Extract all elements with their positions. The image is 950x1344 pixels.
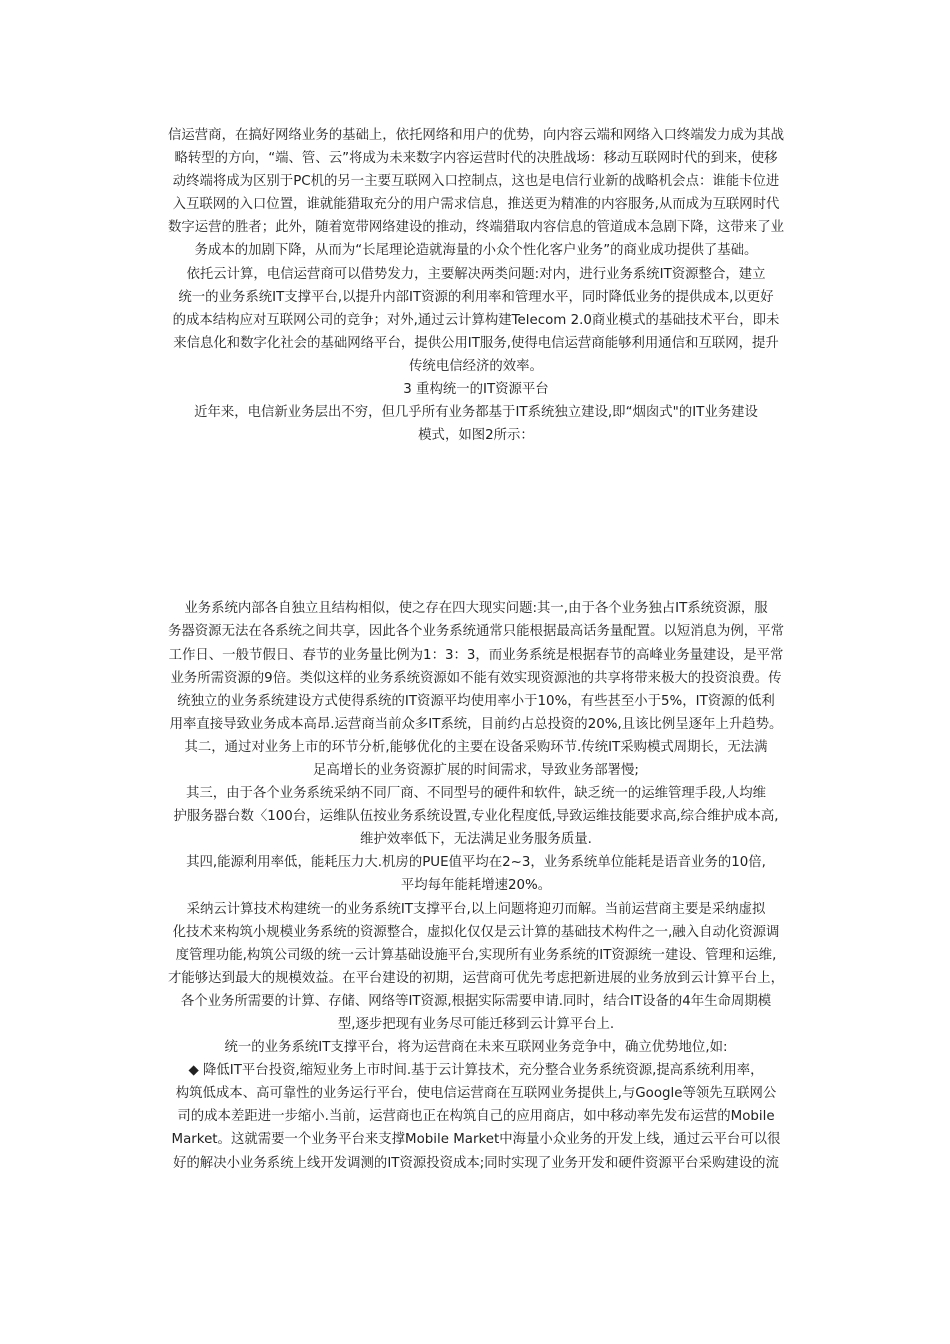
paragraph-line: 各个业务所需要的计算、存储、网络等IT资源,根据实际需要申请.同时，结合IT设备的4年生命周期模 <box>180 993 772 1009</box>
section-heading: 3 重构统一的IT资源平台 <box>403 382 549 398</box>
paragraph-line: 动终端将成为区别于PC机的另一主要互联网入口控制点，这也是电信行业新的战略机会点：谁能卡位进 <box>172 174 780 190</box>
bullet-line: ◆ 降低IT平台投资,缩短业务上市时间.基于云计算技术，充分整合业务系统资源,提高系统利用率， <box>188 1063 764 1079</box>
paragraph-line: 足高增长的业务资源扩展的时间需求，导致业务部署慢; <box>313 762 639 778</box>
paragraph-line: 其二，通过对业务上市的环节分析,能够优化的主要在设备采购环节.传统IT采购模式周期长，无法满 <box>184 739 768 755</box>
paragraph-line: 采纳云计算技术构建统一的业务系统IT支撑平台,以上问题将迎刃而解。当前运营商主要是采纳虚拟 <box>186 901 766 917</box>
paragraph-line: 近年来，电信新业务层出不穷，但几乎所有业务都基于IT系统独立建设,即“烟囱式"的IT业务建设 <box>194 405 758 421</box>
paragraph-line: 传统电信经济的效率。 <box>409 358 543 374</box>
paragraph-line: 依托云计算，电信运营商可以借势发力，主要解决两类问题:对内，进行业务系统IT资源整合，建立 <box>186 266 766 282</box>
paragraph-line: 构筑低成本、高可靠性的业务运行平台，使电信运营商在互联网业务提供上,与Google等领先互联网公 <box>175 1086 777 1102</box>
paragraph-line: 来信息化和数字化社会的基础网络平台，提供公用IT服务,使得电信运营商能够利用通信和互联网，提升 <box>173 335 779 351</box>
document-page <box>140 124 812 1175</box>
paragraph-line: 维护效率低下，无法满足业务服务质量. <box>360 832 592 848</box>
paragraph-line: 司的成本差距进一步缩小.当前，运营商也正在构筑自己的应用商店，如中移动率先发布运营的Mobile <box>177 1109 775 1125</box>
paragraph-line: 的成本结构应对互联网公司的竞争；对外,通过云计算构建Telecom 2.0商业模式的基础技术平台，即未 <box>172 312 780 328</box>
paragraph-line: 平均每年能耗增速20%。 <box>400 878 552 894</box>
paragraph-line: 护服务器台数〈100台，运维队伍按业务系统设置,专业化程度低,导致运维技能要求高,综合维护成本高, <box>173 809 779 825</box>
paragraph-line: Market。这就需要一个业务平台来支撑Mobile Market中海量小众业务的开发上线，通过云平台可以很 <box>171 1132 781 1148</box>
paragraph-line: 用率直接导致业务成本高昂.运营商当前众多IT系统，目前约占总投资的20%,且该比例呈逐年上升趋势。 <box>169 716 783 732</box>
paragraph-line: 化技术来构筑小规模业务系统的资源整合，虚拟化仅仅是云计算的基础技术构件之一,融入自动化资源调 <box>172 924 780 940</box>
figure-placeholder <box>140 447 812 597</box>
paragraph-line: 好的解决小业务系统上线开发调测的IT资源投资成本;同时实现了业务开发和硬件资源平台采购建设的流 <box>173 1155 779 1171</box>
paragraph-line: 统独立的业务系统建设方式使得系统的IT资源平均使用率小于10%，有些甚至小于5%，IT资源的低利 <box>177 693 775 709</box>
paragraph-line: 信运营商，在搞好网络业务的基础上，依托网络和用户的优势，向内容云端和网络入口终端发力成为其战 <box>168 128 784 143</box>
paragraph-line: 略转型的方向，“端、管、云”将成为未来数字内容运营时代的决胜战场：移动互联网时代的到来，使移 <box>174 151 778 167</box>
paragraph-line: 入互联网的入口位置，谁就能猎取充分的用户需求信息，推送更为精准的内容服务,从而成为互联网时代 <box>172 197 780 213</box>
paragraph-line: 其三，由于各个业务系统采纳不同厂商、不同型号的硬件和软件，缺乏统一的运维管理手段,人均维 <box>185 786 767 802</box>
paragraph-line: 型,逐步把现有业务尽可能迁移到云计算平台上. <box>337 1017 615 1032</box>
paragraph-line: 务器资源无法在各系统之间共享，因此各个业务系统通常只能根据最高话务量配置。以短消息为例，平常 <box>168 624 784 640</box>
paragraph-line: 度管理功能,构筑公司级的统一云计算基础设施平台,实现所有业务系统的IT资源统一建设、管理和运维, <box>175 947 777 963</box>
paragraph-line: 数字运营的胜者；此外，随着宽带网络建设的推动，终端猎取内容信息的管道成本急剧下降，这带来了业 <box>168 220 784 236</box>
paragraph-line: 务成本的加剧下降，从而为“长尾理论造就海量的小众个性化客户业务”的商业成功提供了基础。 <box>194 243 758 259</box>
paragraph-line: 其四,能源利用率低，能耗压力大.机房的PUE值平均在2~3，业务系统单位能耗是语音业务的10倍, <box>186 855 766 871</box>
paragraph-line: 统一的业务系统IT支撑平台,以提升内部IT资源的利用率和管理水平，同时降低业务的提供成本,以更好 <box>178 289 774 305</box>
paragraph-line: 才能够达到最大的规模效益。在平台建设的初期，运营商可优先考虑把新进展的业务放到云计算平台上， <box>168 970 784 986</box>
paragraph-line: 业务所需资源的9倍。类似这样的业务系统资源如不能有效实现资源池的共享将带来极大的投资浪费。传 <box>170 670 782 686</box>
paragraph-line: 工作日、一般节假日、春节的业务量比例为1：3：3，而业务系统是根据春节的高峰业务量建设，是平常 <box>168 647 784 663</box>
paragraph-line: 业务系统内部各自独立且结构相似，使之存在四大现实问题:其一,由于各个业务独占IT系统资源，服 <box>184 601 768 617</box>
paragraph-line: 模式，如图2所示： <box>418 428 534 444</box>
paragraph-line: 统一的业务系统IT支撑平台，将为运营商在未来互联网业务竞争中，确立优势地位,如: <box>224 1040 728 1056</box>
